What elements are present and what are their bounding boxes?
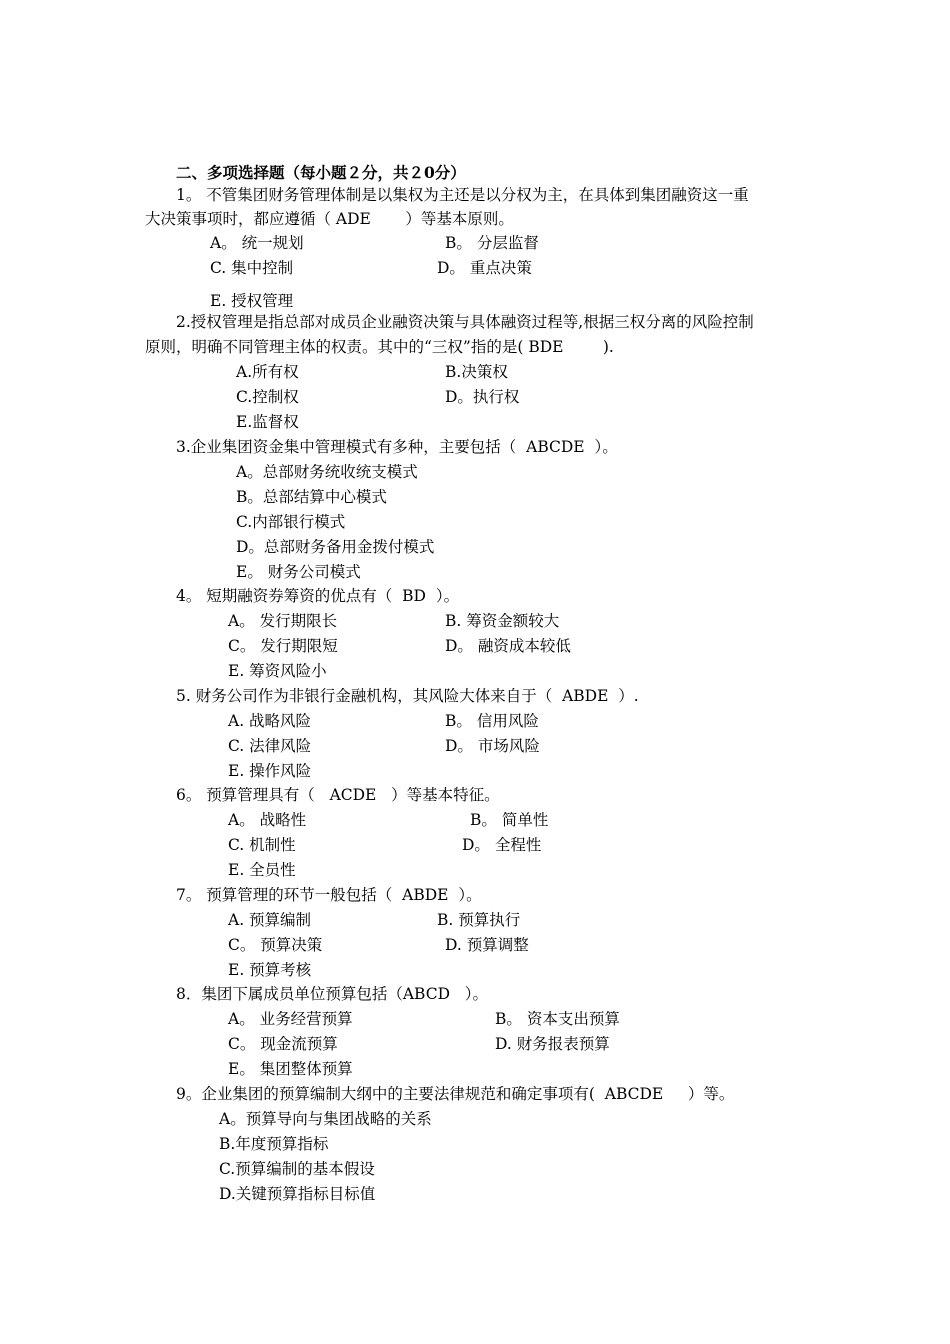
q1-stem-line1: 1。 不管集团财务管理体制是以集权为主还是以分权为主，在具体到集团融资这一重 <box>176 186 749 204</box>
q3-option-c: C.内部银行模式 <box>236 513 346 531</box>
q5-option-d: D。 市场风险 <box>445 737 540 755</box>
q4-option-e: E. 筹资风险小 <box>228 662 327 680</box>
q3-option-e: E。 财务公司模式 <box>236 563 361 581</box>
q3-option-a: A。总部财务统收统支模式 <box>236 463 418 481</box>
q9-option-a: A。预算导向与集团战略的关系 <box>219 1110 432 1128</box>
q1-option-a: A。 统一规划 <box>210 234 304 252</box>
q2-option-a: A.所有权 <box>236 363 299 381</box>
q4-option-a: A。 发行期限长 <box>228 612 338 630</box>
q6-stem: 6。 预算管理具有（ ACDE ）等基本特征。 <box>176 786 500 804</box>
q7-stem: 7。 预算管理的环节一般包括（ ABDE ）。 <box>176 886 482 904</box>
q4-option-d: D。 融资成本较低 <box>445 637 571 655</box>
q2-stem-line1: 2.授权管理是指总部对成员企业融资决策与具体融资过程等,根据三权分离的风险控制 <box>176 313 754 331</box>
q4-option-b: B. 筹资金额较大 <box>445 612 560 630</box>
q8-option-e: E。 集团整体预算 <box>228 1060 353 1078</box>
q9-option-c: C.预算编制的基本假设 <box>219 1160 375 1178</box>
q9-option-d: D.关键预算指标目标值 <box>219 1185 376 1203</box>
q7-option-a: A. 预算编制 <box>228 911 312 929</box>
q5-option-e: E. 操作风险 <box>228 762 312 780</box>
q6-option-e: E. 全员性 <box>228 861 296 879</box>
q2-option-d: D。执行权 <box>445 388 520 406</box>
q9-option-b: B.年度预算指标 <box>219 1135 329 1153</box>
q2-option-e: E.监督权 <box>236 413 299 431</box>
q5-option-b: B。 信用风险 <box>445 712 539 730</box>
q7-option-b: B. 预算执行 <box>437 911 521 929</box>
q7-option-c: C。 预算决策 <box>228 936 323 954</box>
q2-stem-line2: 原则，明确不同管理主体的权责。其中的“三权”指的是( BDE ). <box>145 338 614 356</box>
q1-option-d: D。 重点决策 <box>437 259 532 277</box>
q4-option-c: C。 发行期限短 <box>228 637 338 655</box>
q8-stem: 8．集团下属成员单位预算包括（ABCD ）。 <box>176 985 489 1003</box>
q6-option-d: D。 全程性 <box>462 836 542 854</box>
q8-option-b: B。 资本支出预算 <box>495 1010 620 1028</box>
q1-option-b: B。 分层监督 <box>445 234 539 252</box>
q2-option-b: B.决策权 <box>445 363 508 381</box>
q9-stem: 9。企业集团的预算编制大纲中的主要法律规范和确定事项有( ABCDE ）等。 <box>176 1085 735 1103</box>
q4-stem: 4。 短期融资券筹资的优点有（ BD ）。 <box>176 587 460 605</box>
q6-option-b: B。 简单性 <box>470 811 549 829</box>
q8-option-d: D. 财务报表预算 <box>495 1035 610 1053</box>
q5-option-c: C. 法律风险 <box>228 737 312 755</box>
q5-stem: 5. 财务公司作为非银行金融机构，其风险大体来自于（ ABDE ）. <box>176 687 639 705</box>
q1-stem-line2: 大决策事项时，都应遵循（ ADE ）等基本原则。 <box>145 210 514 228</box>
q7-option-d: D. 预算调整 <box>445 936 529 954</box>
q3-stem: 3.企业集团资金集中管理模式有多种，主要包括（ ABCDE ）。 <box>176 438 618 456</box>
q8-option-c: C。 现金流预算 <box>228 1035 338 1053</box>
q3-option-b: B。总部结算中心模式 <box>236 488 387 506</box>
q6-option-a: A。 战略性 <box>228 811 307 829</box>
q5-option-a: A. 战略风险 <box>228 712 312 730</box>
q6-option-c: C. 机制性 <box>228 836 296 854</box>
q8-option-a: A。 业务经营预算 <box>228 1010 353 1028</box>
section-title: 二、多项选择题（每小题２分，共２0分） <box>176 163 466 182</box>
q1-option-e: E. 授权管理 <box>210 292 294 310</box>
q2-option-c: C.控制权 <box>236 388 299 406</box>
q1-option-c: C. 集中控制 <box>210 259 294 277</box>
q3-option-d: D。总部财务备用金拨付模式 <box>236 538 435 556</box>
q7-option-e: E. 预算考核 <box>228 961 312 979</box>
